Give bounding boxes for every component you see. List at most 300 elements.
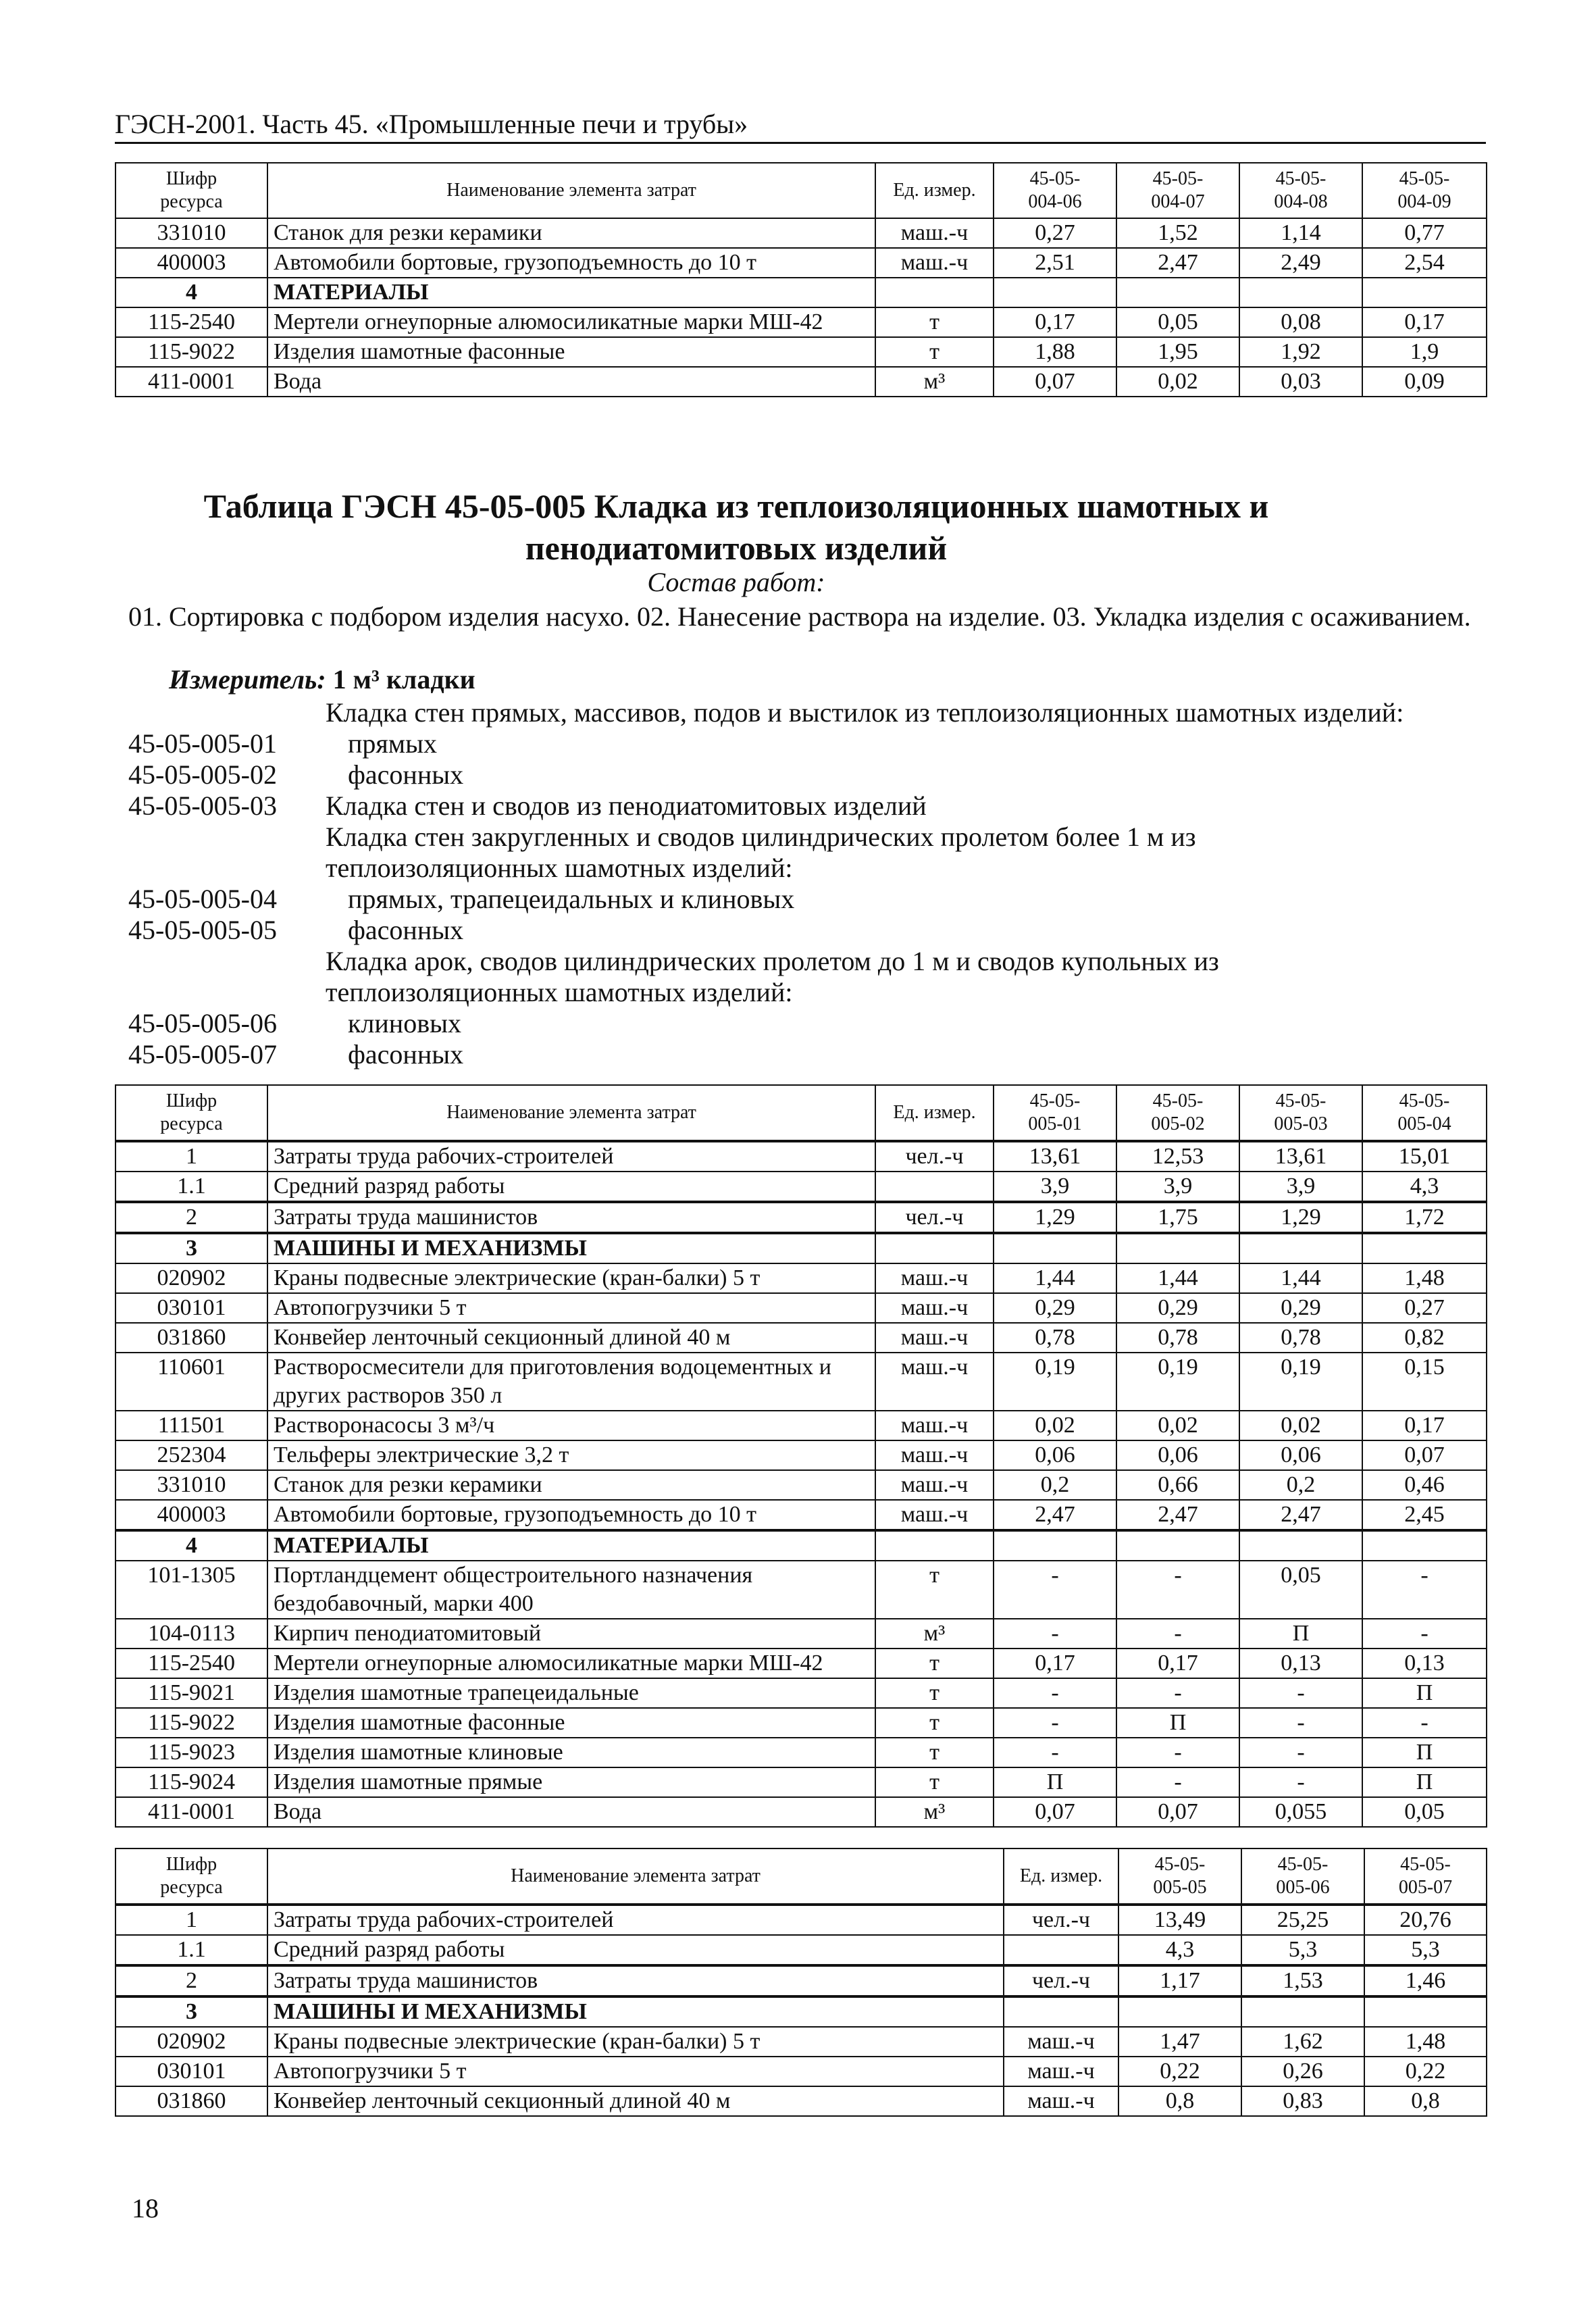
norm-value: 0,06 [1239,1440,1362,1470]
unit: чел.-ч [1004,1905,1118,1935]
header-norm-suffix: 004-09 [1397,191,1451,212]
norm-value: 5,3 [1241,1935,1364,1965]
measure-value: 1 м³ кладки [332,664,475,695]
header-code-line: ресурса [160,191,223,212]
norm-value: 1,14 [1239,218,1362,248]
resource-code: 104-0113 [115,1619,267,1649]
unit: маш.-ч [875,1440,994,1470]
header-norm-prefix: 45-05- [1399,168,1450,189]
cost-element-name: Затраты труда машинистов [267,1965,1004,1996]
cost-element-name: Тельферы электрические 3,2 т [267,1440,875,1470]
code-list-line [128,790,1486,822]
unit [875,1530,994,1561]
header-code-line: Шифр [165,1854,217,1875]
table-row [115,1905,1487,1935]
norm-value [1239,1233,1362,1263]
header-norm-suffix: 005-06 [1276,1877,1330,1898]
norm-value [1362,278,1487,307]
cost-element-name: МАТЕРИАЛЫ [267,1530,875,1561]
cost-element-name: МАШИНЫ И МЕХАНИЗМЫ [267,1996,1004,2027]
norm-value: - [994,1619,1116,1649]
table-row [115,2086,1487,2116]
norm-value: 0,78 [994,1323,1116,1353]
norm-value: 0,83 [1241,2086,1364,2116]
works-text: 01. Сортировка с подбором изделия насухо. 02. Нанесение раствора на изделие. 03. Укладка изделия с осаживанием. [128,601,1471,632]
cost-table-1 [115,162,1487,397]
header-norm-suffix: 005-05 [1153,1877,1207,1898]
cost-element-name: Растворосмесители для приготовления водоцементных и других растворов 350 л [267,1353,875,1411]
header-unit: Ед. измер. [875,163,994,218]
unit: маш.-ч [875,1500,994,1530]
norm-value: 2,45 [1362,1500,1487,1530]
resource-code: 3 [115,1996,267,2027]
norm-value: 4,3 [1362,1172,1487,1202]
table-row [115,1440,1487,1470]
header-norm-prefix: 45-05- [1152,168,1204,189]
norm-value: - [1116,1619,1239,1649]
cost-element-name: Конвейер ленточный секционный длиной 40 м [267,2086,1004,2116]
table-row [115,307,1487,337]
norm-value: 0,22 [1364,2057,1487,2086]
resource-code: 4 [115,1530,267,1561]
norm-value: 0,82 [1362,1323,1487,1353]
norm-value: 2,54 [1362,248,1487,278]
norm-value: 3,9 [1116,1172,1239,1202]
norm-value: 0,8 [1364,2086,1487,2116]
unit: т [875,1561,994,1619]
resource-code: 031860 [115,2086,267,2116]
norm-value: 13,49 [1118,1905,1241,1935]
norm-value: 0,08 [1239,307,1362,337]
header-row [115,1085,1487,1141]
header-name: Наименование элемента затрат [267,1848,1004,1905]
cost-element-name: Затраты труда рабочих-строителей [267,1141,875,1172]
code-list-line [128,915,1486,946]
norm-value: - [1116,1561,1239,1619]
header-norm-suffix: 004-06 [1028,191,1082,212]
resource-code: 030101 [115,1293,267,1323]
norm-value: 0,46 [1362,1470,1487,1500]
unit: м³ [875,1797,994,1827]
norm-value: - [1239,1678,1362,1708]
norm-value: - [994,1678,1116,1708]
norm-value: 2,47 [1116,1500,1239,1530]
table-title-line-2: пенодиатомитовых изделий [525,529,948,567]
resource-code: 331010 [115,1470,267,1500]
table-row [115,248,1487,278]
table-title-line-1: Таблица ГЭСН 45-05-005 Кладка из теплоизоляционных шамотных и [203,487,1269,525]
resource-code: 115-9024 [115,1767,267,1797]
header-norm-005-07 [1364,1848,1487,1905]
header-norm-suffix: 004-07 [1151,191,1205,212]
norm-description: фасонных [348,759,464,790]
resource-code: 020902 [115,2027,267,2057]
norm-value: П [1362,1738,1487,1767]
header-code-line: ресурса [160,1113,223,1134]
resource-code: 115-9022 [115,337,267,367]
cost-element-name: Станок для резки керамики [267,218,875,248]
norm-value: 20,76 [1364,1905,1487,1935]
header-row [115,163,1487,218]
resource-code: 400003 [115,248,267,278]
norm-value: 3,9 [1239,1172,1362,1202]
norm-value: 1,95 [1116,337,1239,367]
unit: маш.-ч [875,248,994,278]
norm-description: Кладка арок, сводов цилиндрических пролетом до 1 м и сводов купольных из [326,946,1219,976]
cost-element-name: Изделия шамотные фасонные [267,337,875,367]
norm-value: 1,52 [1116,218,1239,248]
norm-value: - [994,1561,1116,1619]
norm-value: - [1239,1767,1362,1797]
norm-value: 1,62 [1241,2027,1364,2057]
norm-value [1362,1233,1487,1263]
unit: маш.-ч [875,1353,994,1411]
header-norm-prefix: 45-05- [1277,1854,1329,1875]
code-list-line [128,977,1486,1008]
norm-value: П [994,1767,1116,1797]
norm-value: 1,44 [1116,1263,1239,1293]
norm-value: 0,05 [1116,307,1239,337]
unit: м³ [875,367,994,397]
header-norm-prefix: 45-05- [1275,168,1327,189]
resource-code: 115-9023 [115,1738,267,1767]
norm-value: 1,88 [994,337,1116,367]
header-norm-005-04 [1362,1085,1487,1141]
unit [1004,1996,1118,2027]
table-row [115,1797,1487,1827]
cost-element-name: Вода [267,1797,875,1827]
section-row [115,1996,1487,2027]
table-row [115,2057,1487,2086]
norm-value: 13,61 [994,1141,1116,1172]
header-norm-prefix: 45-05- [1399,1090,1450,1111]
header-norm-prefix: 45-05- [1152,1090,1204,1111]
header-norm-004-07 [1116,163,1239,218]
header-rule [115,142,1486,144]
header-name: Наименование элемента затрат [267,1085,875,1141]
table-row [115,337,1487,367]
header-norm-prefix: 45-05- [1275,1090,1327,1111]
table-row [115,218,1487,248]
norm-value: 0,22 [1118,2057,1241,2086]
norm-value: 1,48 [1364,2027,1487,2057]
header-code [115,163,267,218]
resource-code: 020902 [115,1263,267,1293]
norm-value: 0,15 [1362,1353,1487,1411]
norm-value: 1,48 [1362,1263,1487,1293]
resource-code: 400003 [115,1500,267,1530]
norm-value: 0,27 [1362,1293,1487,1323]
norm-value: - [994,1708,1116,1738]
norm-value: 0,055 [1239,1797,1362,1827]
unit: т [875,1738,994,1767]
norm-value: 1,75 [1116,1202,1239,1233]
norm-value: 0,06 [1116,1440,1239,1470]
norm-value: 1,53 [1241,1965,1364,1996]
norm-value: 1,46 [1364,1965,1487,1996]
unit: т [875,1678,994,1708]
unit: маш.-ч [875,1293,994,1323]
table-row [115,1141,1487,1172]
table-row [115,1965,1487,1996]
cost-element-name: Автопогрузчики 5 т [267,2057,1004,2086]
norm-value: - [1116,1678,1239,1708]
resource-code: 2 [115,1202,267,1233]
norm-value: 0,29 [1116,1293,1239,1323]
header-norm-004-08 [1239,163,1362,218]
code-list-line [128,759,1486,790]
header-row [115,1848,1487,1905]
table-row [115,1619,1487,1649]
norm-description: Кладка стен прямых, массивов, подов и выстилок из теплоизоляционных шамотных изделий: [326,697,1404,728]
norm-value: - [1239,1738,1362,1767]
norm-value: 0,07 [1362,1440,1487,1470]
unit: маш.-ч [875,1470,994,1500]
table-row [115,1561,1487,1619]
header-norm-prefix: 45-05- [1029,1090,1081,1111]
norm-value: 0,77 [1362,218,1487,248]
header-norm-suffix: 005-07 [1398,1877,1453,1898]
norm-value: 0,19 [994,1353,1116,1411]
unit: маш.-ч [875,1323,994,1353]
norm-value: П [1362,1678,1487,1708]
norm-value: 0,8 [1118,2086,1241,2116]
table-row [115,1500,1487,1530]
norm-value: 0,66 [1116,1470,1239,1500]
norm-value: 0,26 [1241,2057,1364,2086]
resource-code: 115-9021 [115,1678,267,1708]
table-row [115,1767,1487,1797]
unit: т [875,1708,994,1738]
cost-element-name: Портландцемент общестроительного назначения бездобавочный, марки 400 [267,1561,875,1619]
header-norm-prefix: 45-05- [1154,1854,1206,1875]
unit: маш.-ч [875,218,994,248]
table-row [115,1708,1487,1738]
table-row [115,1353,1487,1411]
norm-value: 3,9 [994,1172,1116,1202]
cost-element-name: Затраты труда машинистов [267,1202,875,1233]
table-row [115,2027,1487,2057]
norm-code: 45-05-005-01 [128,728,277,759]
resource-code: 1 [115,1141,267,1172]
cost-element-name: МАТЕРИАЛЫ [267,278,875,307]
norm-description: теплоизоляционных шамотных изделий: [326,977,793,1007]
resource-code: 1.1 [115,1172,267,1202]
resource-code: 252304 [115,1440,267,1470]
code-list-line [128,697,1486,728]
resource-code: 111501 [115,1411,267,1440]
resource-code: 411-0001 [115,367,267,397]
header-norm-005-03 [1239,1085,1362,1141]
norm-value: 0,17 [994,307,1116,337]
header-norm-suffix: 005-03 [1274,1113,1328,1134]
norm-value: 0,2 [1239,1470,1362,1500]
norm-value: 0,05 [1362,1797,1487,1827]
header-norm-005-06 [1241,1848,1364,1905]
resource-code: 115-2540 [115,1649,267,1678]
section-row [115,1233,1487,1263]
cost-table-3 [115,1848,1487,2117]
norm-value: 0,05 [1239,1561,1362,1619]
norm-value: 1,44 [1239,1263,1362,1293]
norm-value [1241,1996,1364,2027]
header-code [115,1848,267,1905]
table-row [115,367,1487,397]
norm-value [994,278,1116,307]
norm-value: - [1362,1708,1487,1738]
header-unit: Ед. измер. [1004,1848,1118,1905]
norm-value: 2,47 [1116,248,1239,278]
cost-element-name: Автомобили бортовые, грузоподъемность до 10 т [267,1500,875,1530]
resource-code: 101-1305 [115,1561,267,1619]
table-row [115,1172,1487,1202]
norm-value [1116,1530,1239,1561]
table-row [115,1738,1487,1767]
unit: маш.-ч [875,1263,994,1293]
code-list-line [128,1008,1486,1039]
table-title [128,485,1344,569]
header-code-line: Шифр [165,1090,217,1111]
unit [1004,1935,1118,1965]
norm-value: 1,9 [1362,337,1487,367]
table-row [115,1649,1487,1678]
measure [169,663,475,695]
resource-code: 030101 [115,2057,267,2086]
cost-element-name: Изделия шамотные трапецеидальные [267,1678,875,1708]
norm-value: 1,44 [994,1263,1116,1293]
norm-value: 2,51 [994,248,1116,278]
works-heading: Состав работ: [647,567,825,597]
norm-code: 45-05-005-02 [128,759,277,790]
code-list-line [128,884,1486,915]
header-norm-suffix: 005-01 [1028,1113,1082,1134]
cost-element-name: Изделия шамотные клиновые [267,1738,875,1767]
table-row [115,1323,1487,1353]
unit [875,1172,994,1202]
cost-element-name: Краны подвесные электрические (кран-балки) 5 т [267,1263,875,1293]
norm-value: 1,29 [994,1202,1116,1233]
norm-value: 0,03 [1239,367,1362,397]
section-row [115,278,1487,307]
resource-code: 3 [115,1233,267,1263]
norm-description: прямых [348,728,437,759]
header-code-line: Шифр [165,168,217,189]
norm-value: 0,02 [1116,1411,1239,1440]
header-code [115,1085,267,1141]
page-number: 18 [132,2193,159,2223]
code-list-line [128,853,1486,884]
cost-element-name: Краны подвесные электрические (кран-балки) 5 т [267,2027,1004,2057]
norm-value [1362,1530,1487,1561]
norm-value [1116,278,1239,307]
norm-value: 2,47 [994,1500,1116,1530]
unit: чел.-ч [875,1141,994,1172]
norm-value: - [1239,1708,1362,1738]
cost-element-name: Автопогрузчики 5 т [267,1293,875,1323]
unit: т [875,337,994,367]
cost-element-name: Станок для резки керамики [267,1470,875,1500]
resource-code: 331010 [115,218,267,248]
norm-value [1239,278,1362,307]
norm-value: 25,25 [1241,1905,1364,1935]
norm-value: 0,17 [1362,1411,1487,1440]
norm-value: 2,47 [1239,1500,1362,1530]
norm-value: 0,78 [1239,1323,1362,1353]
norm-value: 1,92 [1239,337,1362,367]
norm-value: 4,3 [1118,1935,1241,1965]
resource-code: 115-2540 [115,307,267,337]
norm-description: фасонных [348,915,464,945]
header-norm-suffix: 005-04 [1397,1113,1451,1134]
norm-value: 5,3 [1364,1935,1487,1965]
norm-value: - [1362,1561,1487,1619]
norm-value: 1,47 [1118,2027,1241,2057]
norm-value: - [994,1738,1116,1767]
norm-value: П [1362,1767,1487,1797]
cost-element-name: Изделия шамотные прямые [267,1767,875,1797]
resource-code: 1 [115,1905,267,1935]
norm-value: 0,78 [1116,1323,1239,1353]
norm-value: 0,07 [1116,1797,1239,1827]
header-norm-004-06 [994,163,1116,218]
cost-element-name: Мертели огнеупорные алюмосиликатные марки МШ-42 [267,1649,875,1678]
unit: т [875,307,994,337]
header-unit: Ед. измер. [875,1085,994,1141]
table-row [115,1263,1487,1293]
resource-code: 2 [115,1965,267,1996]
norm-value: 0,19 [1116,1353,1239,1411]
norm-description: фасонных [348,1039,464,1070]
norm-value: 1,17 [1118,1965,1241,1996]
cost-element-name: Изделия шамотные фасонные [267,1708,875,1738]
norm-code: 45-05-005-04 [128,884,277,914]
code-list-line [128,1039,1486,1070]
resource-code: 411-0001 [115,1797,267,1827]
unit: маш.-ч [1004,2027,1118,2057]
norm-value [1118,1996,1241,2027]
norm-value: 0,07 [994,367,1116,397]
norm-value: 0,29 [1239,1293,1362,1323]
unit: м³ [875,1619,994,1649]
norm-value: 0,13 [1239,1649,1362,1678]
norm-value: 0,2 [994,1470,1116,1500]
cost-element-name: Конвейер ленточный секционный длиной 40 м [267,1323,875,1353]
norm-description: клиновых [348,1008,461,1038]
unit [875,278,994,307]
norm-description: прямых, трапецеидальных и клиновых [348,884,795,914]
table-row [115,1935,1487,1965]
norm-value: 12,53 [1116,1141,1239,1172]
cost-element-name: Средний разряд работы [267,1172,875,1202]
cost-table-2 [115,1084,1487,1828]
table-row [115,1470,1487,1500]
unit: маш.-ч [875,1411,994,1440]
norm-value: 2,49 [1239,248,1362,278]
norm-value: П [1239,1619,1362,1649]
norm-value: - [1362,1619,1487,1649]
norm-value: П [1116,1708,1239,1738]
header-name: Наименование элемента затрат [267,163,875,218]
cost-element-name: Автомобили бортовые, грузоподъемность до 10 т [267,248,875,278]
cost-element-name: Кирпич пенодиатомитовый [267,1619,875,1649]
header-norm-004-09 [1362,163,1487,218]
page-header: ГЭСН-2001. Часть 45. «Промышленные печи и трубы» [115,109,748,139]
norm-description: Кладка стен и сводов из пенодиатомитовых изделий [326,790,927,821]
cost-element-name: Средний разряд работы [267,1935,1004,1965]
norm-code: 45-05-005-05 [128,915,277,945]
norm-value: 0,06 [994,1440,1116,1470]
cost-element-name: Мертели огнеупорные алюмосиликатные марки МШ-42 [267,307,875,337]
